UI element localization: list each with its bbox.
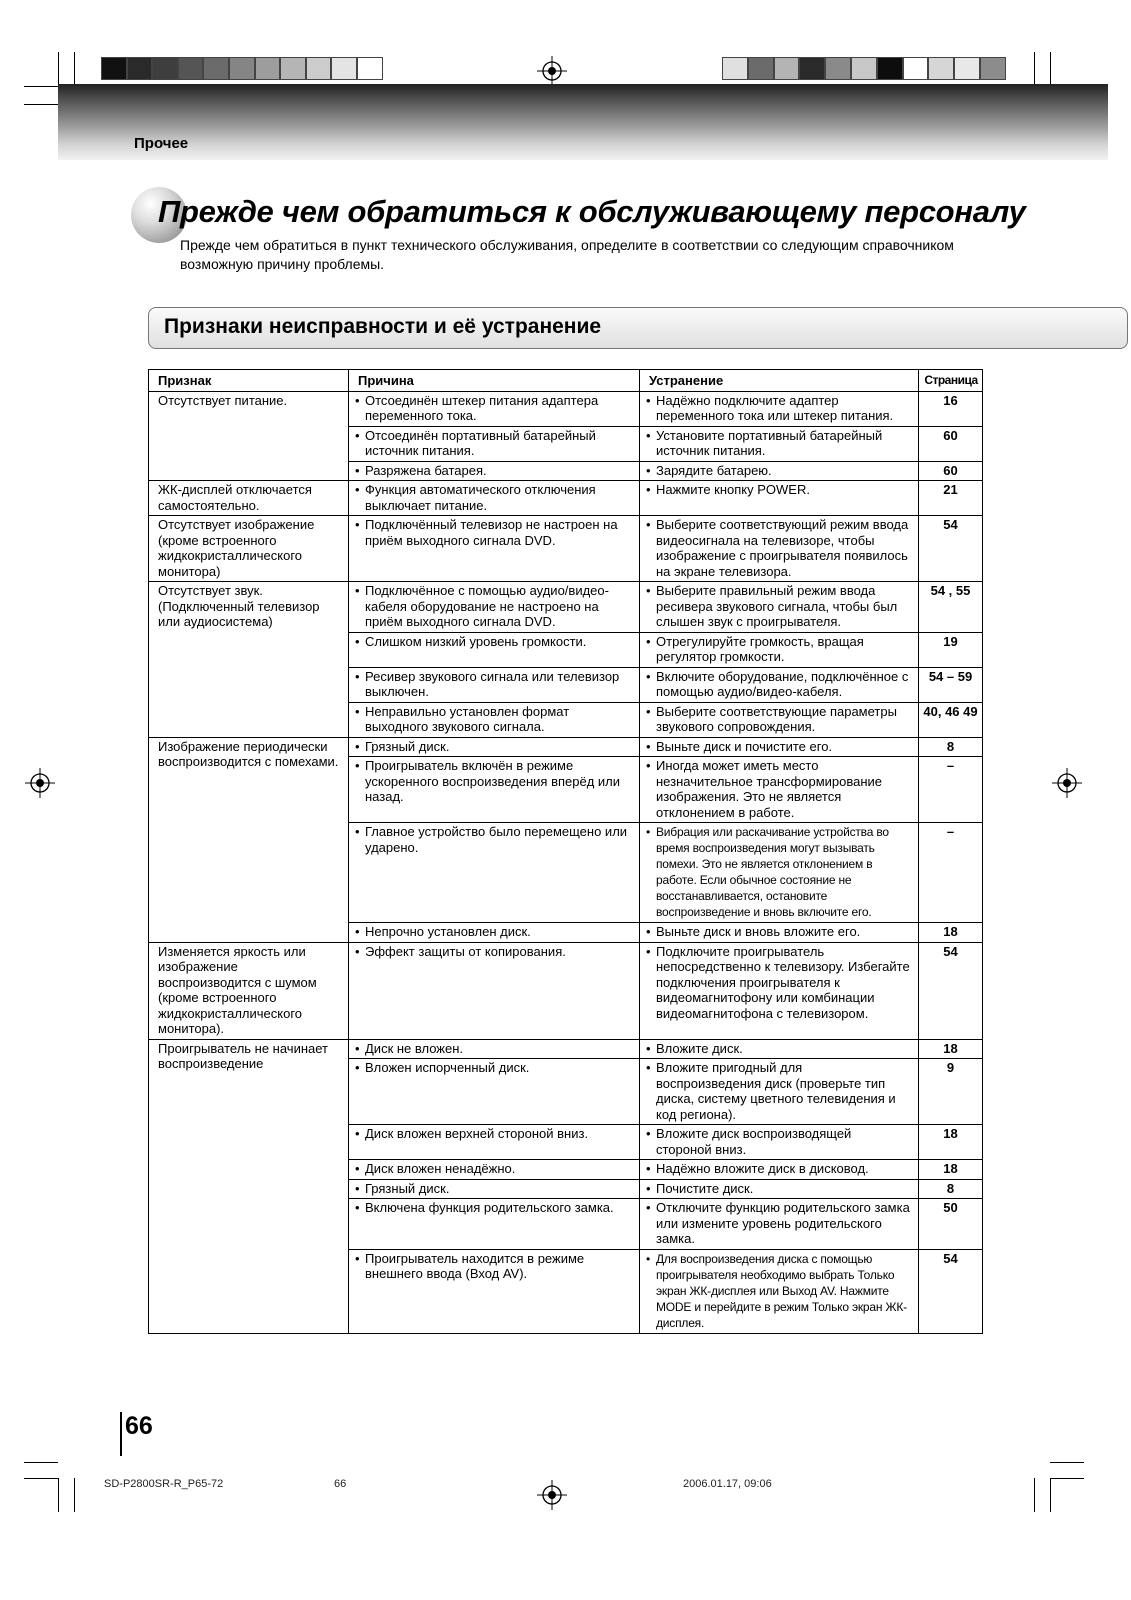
bullet-icon: • (646, 1251, 651, 1266)
cause-text: Диск вложен верхней стороной вниз. (365, 1126, 589, 1141)
page-ref-cell: 40, 46 49 (919, 702, 983, 737)
cause-text: Отсоединён штекер питания адаптера переменного тока. (365, 392, 599, 423)
cause-cell (349, 582, 640, 633)
bullet-icon: • (355, 943, 360, 959)
color-swatch (229, 57, 255, 80)
page-ref-cell: 8 (919, 737, 983, 757)
table-row (149, 582, 983, 633)
color-swatch (980, 57, 1006, 80)
column-header-symptom: Признак (149, 370, 349, 392)
cause-cell (349, 1125, 640, 1160)
cause-cell (349, 667, 640, 702)
color-swatch (203, 57, 229, 80)
cause-cell (349, 1160, 640, 1180)
remedy-text: Отрегулируйте громкость, вращая регулятор громкости. (656, 633, 864, 664)
cause-text: Грязный диск. (365, 738, 450, 754)
bullet-icon: • (355, 1250, 360, 1266)
remedy-cell (640, 632, 919, 667)
bullet-icon: • (355, 427, 360, 443)
table-row (149, 481, 983, 516)
cause-cell (349, 702, 640, 737)
bullet-icon: • (355, 758, 360, 773)
cause-text: Непрочно установлен диск. (365, 924, 531, 939)
page-ref-cell: 54 – 59 (919, 667, 983, 702)
remedy-cell (640, 667, 919, 702)
bullet-icon: • (355, 703, 360, 719)
cause-cell (349, 823, 640, 923)
header-band (58, 84, 1108, 160)
troubleshooting-table (148, 369, 983, 1334)
color-swatch (101, 57, 127, 80)
remedy-cell (640, 1199, 919, 1250)
cause-text: Проигрыватель находится в режиме внешнего ввода (Вход AV). (365, 1250, 585, 1281)
cause-cell (349, 1039, 640, 1059)
cause-cell (349, 1199, 640, 1250)
registration-mark-icon (25, 768, 55, 798)
bullet-icon: • (355, 462, 360, 478)
page-ref-cell: 21 (919, 481, 983, 516)
bullet-icon: • (355, 1126, 360, 1141)
bullet-icon: • (355, 1161, 360, 1176)
cause-cell (349, 426, 640, 461)
cause-cell (349, 391, 640, 426)
bullet-icon: • (355, 633, 360, 649)
bullet-icon: • (646, 517, 651, 532)
cause-text: Подключённый телевизор не настроен на приём выходного сигнала DVD. (365, 517, 618, 548)
registration-mark-icon (1052, 768, 1082, 798)
bullet-icon: • (355, 1040, 360, 1056)
cause-text: Отсоединён портативный батарейный источник питания. (365, 427, 596, 458)
page-ref-cell: 8 (919, 1179, 983, 1199)
cause-text: Вложен испорченный диск. (365, 1060, 530, 1075)
cause-text: Слишком низкий уровень громкости. (365, 633, 587, 649)
bullet-icon: • (646, 1200, 651, 1215)
page-ref-cell: 54 (919, 942, 983, 1039)
cause-text: Подключённое с помощью аудио/видео-кабеля оборудование не настроено на приём выходного сигнала DVD. (365, 583, 609, 629)
page-ref-cell: 18 (919, 1125, 983, 1160)
remedy-cell (640, 461, 919, 481)
bullet-icon: • (646, 703, 651, 719)
remedy-text: Включите оборудование, подключённое с помощью аудио/видео-кабеля. (656, 668, 909, 699)
remedy-cell (640, 737, 919, 757)
page-number: 66 (125, 1412, 153, 1440)
remedy-cell (640, 942, 919, 1039)
page-ref-cell: 19 (919, 632, 983, 667)
footer-file-name: SD-P2800SR-R_P65-72 (104, 1478, 224, 1490)
color-swatch (722, 57, 748, 80)
bullet-icon: • (355, 482, 360, 497)
remedy-cell (640, 1249, 919, 1333)
color-swatch (851, 57, 877, 80)
remedy-text: Вложите диск. (656, 1040, 743, 1056)
symptom-cell: Изображение периодически воспроизводится с помехами. (149, 737, 349, 942)
page-ref-cell: – (919, 823, 983, 923)
bullet-icon: • (646, 1060, 651, 1075)
cause-text: Проигрыватель включён в режиме ускоренного воспроизведения вперёд или назад. (365, 758, 621, 804)
bullet-icon: • (355, 392, 360, 408)
remedy-cell (640, 516, 919, 582)
symptom-cell: Проигрыватель не начинает воспроизведение (149, 1039, 349, 1333)
bullet-icon: • (646, 758, 651, 773)
cause-cell (349, 757, 640, 823)
page-ref-cell: 54 , 55 (919, 582, 983, 633)
remedy-text: Почистите диск. (656, 1180, 754, 1196)
footer-timestamp: 2006.01.17, 09:06 (683, 1478, 772, 1490)
remedy-text: Надёжно вложите диск в дисковод. (656, 1161, 869, 1176)
bullet-icon: • (646, 482, 651, 497)
color-swatch (903, 57, 929, 80)
table-row (149, 516, 983, 582)
table-header-row (149, 370, 983, 392)
bullet-icon: • (355, 1200, 360, 1215)
remedy-cell (640, 757, 919, 823)
column-header-cause: Причина (349, 370, 640, 392)
color-swatch (825, 57, 851, 80)
page-ref-cell: – (919, 757, 983, 823)
remedy-cell (640, 1125, 919, 1160)
bullet-icon: • (646, 1180, 651, 1196)
remedy-text: Вложите пригодный для воспроизведения диск (проверьте тип диска, систему цветного телевидения и код региона). (656, 1060, 896, 1122)
cause-text: Эффект защиты от копирования. (365, 943, 566, 959)
remedy-text: Надёжно подключите адаптер переменного тока или штекер питания. (656, 392, 894, 423)
cause-text: Главное устройство было перемещено или ударено. (365, 824, 628, 855)
page-ref-cell: 18 (919, 1160, 983, 1180)
remedy-cell (640, 481, 919, 516)
color-swatch (152, 57, 178, 80)
remedy-cell (640, 391, 919, 426)
remedy-cell (640, 582, 919, 633)
cause-text: Диск вложен ненадёжно. (365, 1161, 516, 1176)
cause-cell (349, 1059, 640, 1125)
cause-cell (349, 632, 640, 667)
color-swatch (928, 57, 954, 80)
color-swatch (306, 57, 332, 80)
remedy-cell (640, 1059, 919, 1125)
column-header-remedy: Устранение (640, 370, 919, 392)
remedy-text: Выберите правильный режим ввода ресивера звукового сигнала, чтобы был слышен звук с проигрывателя. (656, 583, 898, 629)
bullet-icon: • (355, 824, 360, 839)
table-row (149, 942, 983, 1039)
symptom-cell: Отсутствует изображение (кроме встроенного жидкокристаллического монитора) (149, 516, 349, 582)
remedy-text: Установите портативный батарейный источник питания. (656, 427, 883, 458)
remedy-text: Выберите соответствующие параметры звукового сопровождения. (656, 703, 897, 734)
cause-text: Функция автоматического отключения выключает питание. (365, 482, 596, 513)
page-ref-cell: 9 (919, 1059, 983, 1125)
color-swatch (954, 57, 980, 80)
remedy-cell (640, 1160, 919, 1180)
bullet-icon: • (646, 738, 651, 754)
table-row (149, 737, 983, 757)
cause-cell (349, 461, 640, 481)
page-ref-cell: 60 (919, 426, 983, 461)
table-row (149, 1039, 983, 1059)
color-swatch (127, 57, 153, 80)
bullet-icon: • (646, 1126, 651, 1141)
remedy-text: Выньте диск и вновь вложите его. (656, 924, 861, 939)
bullet-icon: • (355, 1180, 360, 1196)
cause-text: Грязный диск. (365, 1180, 450, 1196)
color-swatch (331, 57, 357, 80)
bullet-icon: • (355, 738, 360, 754)
remedy-text: Вибрация или раскачивание устройства во время воспроизведения могут вызывать помехи. Это не является отклонением в работе. Если обычное состояние не восстанавливается, остановите воспроизведение и вновь включите его. (656, 825, 889, 919)
bullet-icon: • (646, 462, 651, 478)
color-swatch (748, 57, 774, 80)
color-swatch (357, 57, 383, 80)
cause-cell (349, 1249, 640, 1333)
bullet-icon: • (646, 633, 651, 649)
page-ref-cell: 50 (919, 1199, 983, 1250)
bullet-icon: • (646, 427, 651, 443)
bullet-icon: • (646, 583, 651, 598)
cause-text: Включена функция родительского замка. (365, 1200, 614, 1215)
remedy-cell (640, 1179, 919, 1199)
cause-cell (349, 1179, 640, 1199)
cause-cell (349, 481, 640, 516)
page-ref-cell: 18 (919, 923, 983, 943)
cause-cell (349, 942, 640, 1039)
color-swatch (774, 57, 800, 80)
color-swatch (280, 57, 306, 80)
symptom-cell: Изменяется яркость или изображение воспроизводится с шумом (кроме встроенного жидкокристаллического монитора). (149, 942, 349, 1039)
cause-text: Ресивер звукового сигнала или телевизор выключен. (365, 668, 620, 699)
table-row (149, 391, 983, 426)
remedy-text: Для воспроизведения диска с помощью проигрывателя необходимо выбрать Только экран ЖК-дисплея или Выход AV. Нажмите MODE и перейдите в режим Только экран ЖК-дисплея. (656, 1251, 907, 1330)
remedy-text: Подключите проигрыватель непосредственно к телевизору. Избегайте подключения проигрывателя к видеомагнитофону или комбинации видеомагнитофона с телевизором. (656, 943, 910, 1021)
section-label: Прочее (134, 135, 189, 152)
bullet-icon: • (355, 583, 360, 598)
remedy-cell (640, 923, 919, 943)
bullet-icon: • (355, 924, 360, 939)
symptom-cell: ЖК-дисплей отключается самостоятельно. (149, 481, 349, 516)
color-swatch (799, 57, 825, 80)
remedy-cell (640, 823, 919, 923)
bullet-icon: • (355, 517, 360, 532)
remedy-cell (640, 426, 919, 461)
bullet-icon: • (646, 1040, 651, 1056)
remedy-text: Нажмите кнопку POWER. (656, 482, 810, 497)
page-ref-cell: 60 (919, 461, 983, 481)
color-swatch (255, 57, 281, 80)
cause-cell (349, 516, 640, 582)
remedy-text: Выньте диск и почистите его. (656, 738, 833, 754)
symptom-cell: Отсутствует звук. (Подключенный телевизор или аудиосистема) (149, 582, 349, 738)
page-ref-cell: 18 (919, 1039, 983, 1059)
column-header-page: Страница (919, 370, 983, 392)
bullet-icon: • (646, 668, 651, 684)
remedy-text: Выберите соответствующий режим ввода видеосигнала на телевизоре, чтобы изображение с проигрывателя появилось на экране телевизора. (656, 517, 909, 579)
page-number-bar (120, 1412, 122, 1456)
bullet-icon: • (355, 668, 360, 684)
bullet-icon: • (646, 392, 651, 408)
cause-text: Неправильно установлен формат выходного звукового сигнала. (365, 703, 570, 734)
bullet-icon: • (355, 1060, 360, 1075)
bullet-icon: • (646, 943, 651, 959)
cause-text: Разряжена батарея. (365, 462, 487, 478)
bullet-icon: • (646, 1161, 651, 1176)
table-body (149, 391, 983, 1333)
page-ref-cell: 54 (919, 516, 983, 582)
color-swatch (877, 57, 903, 80)
remedy-text: Вложите диск воспроизводящей стороной вниз. (656, 1126, 852, 1157)
bullet-icon: • (646, 825, 651, 839)
remedy-text: Отключите функцию родительского замка или измените уровень родительского замка. (656, 1200, 910, 1246)
cause-cell (349, 737, 640, 757)
remedy-text: Иногда может иметь место незначительное трансформирование изображения. Это не является отклонением в работе. (656, 758, 883, 820)
color-swatch (178, 57, 204, 80)
page-ref-cell: 16 (919, 391, 983, 426)
cause-text: Диск не вложен. (365, 1040, 464, 1056)
page-ref-cell: 54 (919, 1249, 983, 1333)
remedy-cell (640, 1039, 919, 1059)
remedy-cell (640, 702, 919, 737)
bullet-icon: • (646, 924, 651, 939)
registration-mark-icon (537, 56, 567, 86)
registration-mark-icon (537, 1480, 567, 1510)
symptom-cell: Отсутствует питание. (149, 391, 349, 481)
intro-text: Прежде чем обратиться в пункт технического обслуживания, определите в соответствии со следующим справочником возможную причину проблемы. (180, 237, 954, 272)
subheading: Признаки неисправности и её устранение (164, 315, 602, 338)
cause-cell (349, 923, 640, 943)
remedy-text: Зарядите батарею. (656, 462, 772, 478)
page-title: Прежде чем обратиться к обслуживающему персоналу (158, 194, 1026, 229)
footer-page: 66 (334, 1478, 347, 1490)
